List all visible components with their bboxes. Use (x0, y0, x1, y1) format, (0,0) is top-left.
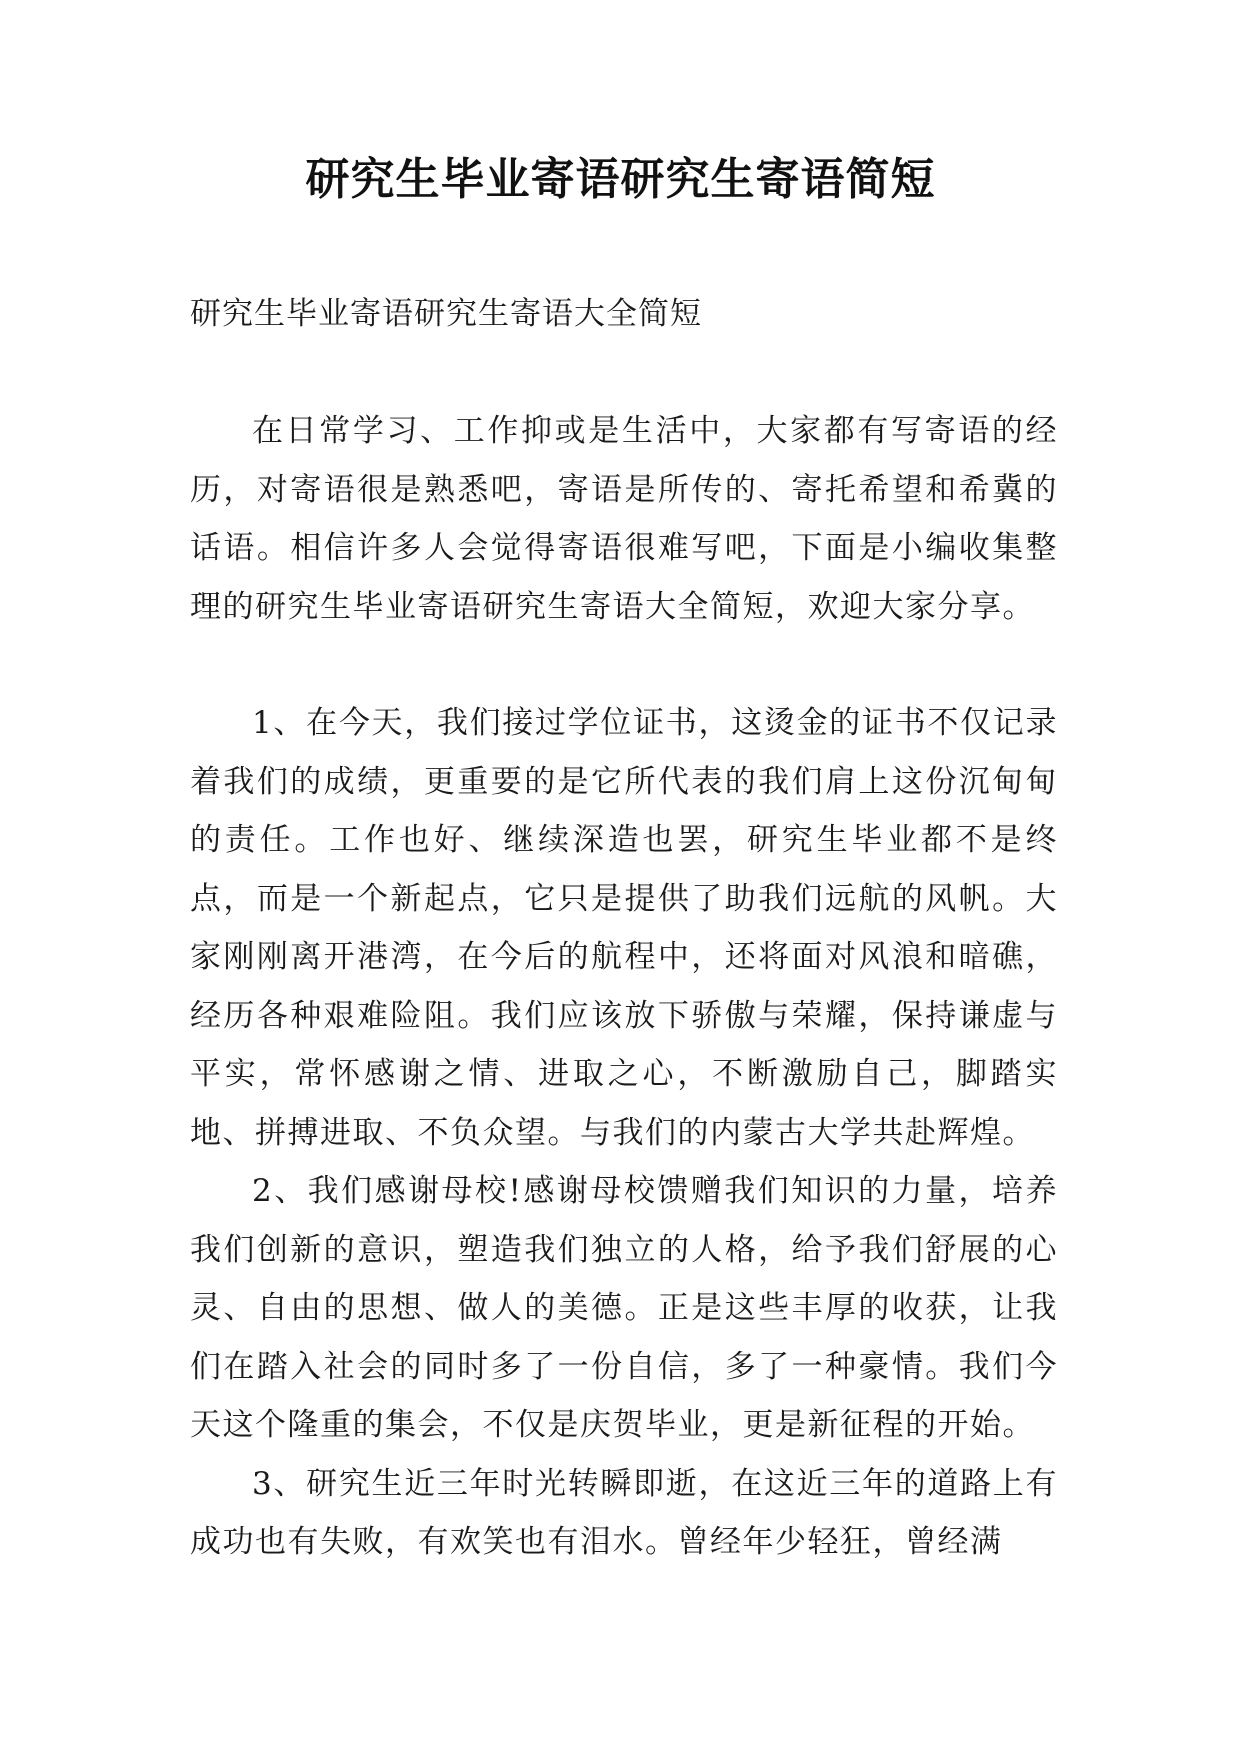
document-body (190, 402, 1058, 1572)
paragraph-2: 2、我们感谢母校!感谢母校馈赠我们知识的力量，培养我们创新的意识，塑造我们独立的人格，给予我们舒展的心灵、自由的思想、做人的美德。正是这些丰厚的收获，让我们在踏入社会的同时多了一份自信，多了一种豪情。我们今天这个隆重的集会，不仅是庆贺毕业，更是新征程的开始。 (190, 1173, 1058, 1443)
document-title: 研究生毕业寄语研究生寄语简短 (305, 154, 936, 205)
document-subtitle: 研究生毕业寄语研究生寄语大全简短 (190, 296, 702, 332)
intro-paragraph: 在日常学习、工作抑或是生活中，大家都有写寄语的经历，对寄语很是熟悉吧，寄语是所传的、寄托希望和希冀的话语。相信许多人会觉得寄语很难写吧，下面是小编收集整理的研究生毕业寄语研究生寄语大全简短，欢迎大家分享。 (190, 413, 1058, 625)
paragraph-3: 3、研究生近三年时光转瞬即逝，在这近三年的道路上有成功也有失败，有欢笑也有泪水。曾经年少轻狂，曾经满 (190, 1465, 1058, 1560)
paragraph-1: 1、在今天，我们接过学位证书，这烫金的证书不仅记录着我们的成绩，更重要的是它所代表的我们肩上这份沉甸甸的责任。工作也好、继续深造也罢，研究生毕业都不是终点，而是一个新起点，它只是提供了助我们远航的风帆。大家刚刚离开港湾，在今后的航程中，还将面对风浪和暗礁，经历各种艰难险阻。我们应该放下骄傲与荣耀，保持谦虚与平实，常怀感谢之情、进取之心，不断激励自己，脚踏实地、拼搏进取、不负众望。与我们的内蒙古大学共赴辉煌。 (190, 705, 1058, 1151)
